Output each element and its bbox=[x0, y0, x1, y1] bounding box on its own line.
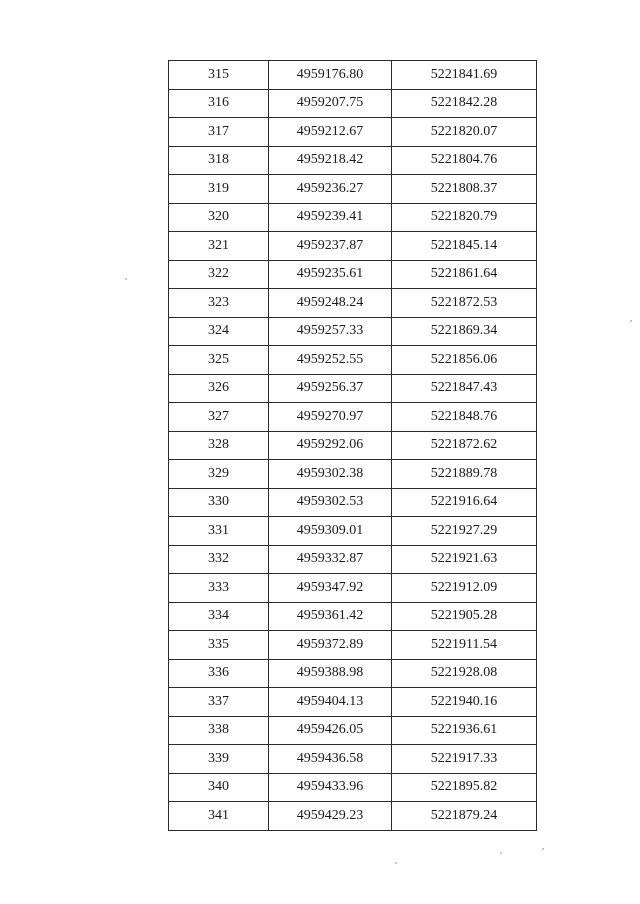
scan-speck bbox=[395, 862, 397, 864]
table-row bbox=[169, 232, 537, 261]
x-coordinate-cell: 4959302.38 bbox=[269, 460, 392, 489]
y-coordinate-cell: 5221861.64 bbox=[392, 260, 537, 289]
point-number-cell: 324 bbox=[169, 317, 269, 346]
table-row bbox=[169, 545, 537, 574]
y-coordinate-cell: 5221872.62 bbox=[392, 431, 537, 460]
point-number-cell: 332 bbox=[169, 545, 269, 574]
y-coordinate-cell: 5221936.61 bbox=[392, 716, 537, 745]
point-number-cell: 333 bbox=[169, 574, 269, 603]
scan-speck bbox=[630, 320, 632, 322]
table-row bbox=[169, 175, 537, 204]
point-number-cell: 335 bbox=[169, 631, 269, 660]
point-number-cell: 326 bbox=[169, 374, 269, 403]
x-coordinate-cell: 4959176.80 bbox=[269, 61, 392, 90]
y-coordinate-cell: 5221917.33 bbox=[392, 745, 537, 774]
coordinates-table-body bbox=[169, 61, 537, 831]
point-number-cell: 315 bbox=[169, 61, 269, 90]
y-coordinate-cell: 5221845.14 bbox=[392, 232, 537, 261]
scan-speck bbox=[125, 278, 127, 280]
table-row bbox=[169, 802, 537, 831]
point-number-cell: 323 bbox=[169, 289, 269, 318]
point-number-cell: 328 bbox=[169, 431, 269, 460]
x-coordinate-cell: 4959270.97 bbox=[269, 403, 392, 432]
table-row bbox=[169, 659, 537, 688]
x-coordinate-cell: 4959361.42 bbox=[269, 602, 392, 631]
point-number-cell: 334 bbox=[169, 602, 269, 631]
y-coordinate-cell: 5221820.79 bbox=[392, 203, 537, 232]
scan-speck bbox=[542, 848, 544, 850]
x-coordinate-cell: 4959388.98 bbox=[269, 659, 392, 688]
x-coordinate-cell: 4959248.24 bbox=[269, 289, 392, 318]
y-coordinate-cell: 5221927.29 bbox=[392, 517, 537, 546]
y-coordinate-cell: 5221895.82 bbox=[392, 773, 537, 802]
table-row bbox=[169, 346, 537, 375]
x-coordinate-cell: 4959218.42 bbox=[269, 146, 392, 175]
y-coordinate-cell: 5221916.64 bbox=[392, 488, 537, 517]
x-coordinate-cell: 4959429.23 bbox=[269, 802, 392, 831]
table-row bbox=[169, 118, 537, 147]
x-coordinate-cell: 4959292.06 bbox=[269, 431, 392, 460]
y-coordinate-cell: 5221841.69 bbox=[392, 61, 537, 90]
y-coordinate-cell: 5221848.76 bbox=[392, 403, 537, 432]
table-row bbox=[169, 460, 537, 489]
point-number-cell: 331 bbox=[169, 517, 269, 546]
table-row bbox=[169, 631, 537, 660]
x-coordinate-cell: 4959239.41 bbox=[269, 203, 392, 232]
x-coordinate-cell: 4959236.27 bbox=[269, 175, 392, 204]
point-number-cell: 337 bbox=[169, 688, 269, 717]
point-number-cell: 325 bbox=[169, 346, 269, 375]
x-coordinate-cell: 4959235.61 bbox=[269, 260, 392, 289]
table-row bbox=[169, 146, 537, 175]
table-row bbox=[169, 203, 537, 232]
point-number-cell: 339 bbox=[169, 745, 269, 774]
point-number-cell: 322 bbox=[169, 260, 269, 289]
x-coordinate-cell: 4959426.05 bbox=[269, 716, 392, 745]
y-coordinate-cell: 5221856.06 bbox=[392, 346, 537, 375]
x-coordinate-cell: 4959404.13 bbox=[269, 688, 392, 717]
table-row bbox=[169, 260, 537, 289]
table-row bbox=[169, 289, 537, 318]
y-coordinate-cell: 5221820.07 bbox=[392, 118, 537, 147]
y-coordinate-cell: 5221847.43 bbox=[392, 374, 537, 403]
y-coordinate-cell: 5221808.37 bbox=[392, 175, 537, 204]
point-number-cell: 336 bbox=[169, 659, 269, 688]
table-row bbox=[169, 517, 537, 546]
table-row bbox=[169, 773, 537, 802]
x-coordinate-cell: 4959347.92 bbox=[269, 574, 392, 603]
y-coordinate-cell: 5221912.09 bbox=[392, 574, 537, 603]
point-number-cell: 321 bbox=[169, 232, 269, 261]
table-row bbox=[169, 431, 537, 460]
point-number-cell: 319 bbox=[169, 175, 269, 204]
point-number-cell: 341 bbox=[169, 802, 269, 831]
point-number-cell: 320 bbox=[169, 203, 269, 232]
table-row bbox=[169, 89, 537, 118]
point-number-cell: 327 bbox=[169, 403, 269, 432]
x-coordinate-cell: 4959372.89 bbox=[269, 631, 392, 660]
x-coordinate-cell: 4959332.87 bbox=[269, 545, 392, 574]
point-number-cell: 316 bbox=[169, 89, 269, 118]
point-number-cell: 329 bbox=[169, 460, 269, 489]
x-coordinate-cell: 4959436.58 bbox=[269, 745, 392, 774]
table-row bbox=[169, 688, 537, 717]
y-coordinate-cell: 5221842.28 bbox=[392, 89, 537, 118]
point-number-cell: 330 bbox=[169, 488, 269, 517]
y-coordinate-cell: 5221869.34 bbox=[392, 317, 537, 346]
table-row bbox=[169, 403, 537, 432]
table-row bbox=[169, 574, 537, 603]
y-coordinate-cell: 5221889.78 bbox=[392, 460, 537, 489]
table-row bbox=[169, 745, 537, 774]
x-coordinate-cell: 4959257.33 bbox=[269, 317, 392, 346]
point-number-cell: 338 bbox=[169, 716, 269, 745]
y-coordinate-cell: 5221872.53 bbox=[392, 289, 537, 318]
x-coordinate-cell: 4959237.87 bbox=[269, 232, 392, 261]
table-row bbox=[169, 716, 537, 745]
y-coordinate-cell: 5221928.08 bbox=[392, 659, 537, 688]
x-coordinate-cell: 4959302.53 bbox=[269, 488, 392, 517]
x-coordinate-cell: 4959433.96 bbox=[269, 773, 392, 802]
table-row bbox=[169, 602, 537, 631]
table-row bbox=[169, 374, 537, 403]
y-coordinate-cell: 5221905.28 bbox=[392, 602, 537, 631]
y-coordinate-cell: 5221911.54 bbox=[392, 631, 537, 660]
y-coordinate-cell: 5221921.63 bbox=[392, 545, 537, 574]
point-number-cell: 317 bbox=[169, 118, 269, 147]
x-coordinate-cell: 4959207.75 bbox=[269, 89, 392, 118]
x-coordinate-cell: 4959252.55 bbox=[269, 346, 392, 375]
y-coordinate-cell: 5221804.76 bbox=[392, 146, 537, 175]
y-coordinate-cell: 5221879.24 bbox=[392, 802, 537, 831]
point-number-cell: 340 bbox=[169, 773, 269, 802]
table-row bbox=[169, 488, 537, 517]
point-number-cell: 318 bbox=[169, 146, 269, 175]
coordinates-table bbox=[168, 60, 537, 831]
x-coordinate-cell: 4959309.01 bbox=[269, 517, 392, 546]
y-coordinate-cell: 5221940.16 bbox=[392, 688, 537, 717]
x-coordinate-cell: 4959212.67 bbox=[269, 118, 392, 147]
table-row bbox=[169, 61, 537, 90]
scan-speck bbox=[500, 852, 502, 854]
table-row bbox=[169, 317, 537, 346]
x-coordinate-cell: 4959256.37 bbox=[269, 374, 392, 403]
